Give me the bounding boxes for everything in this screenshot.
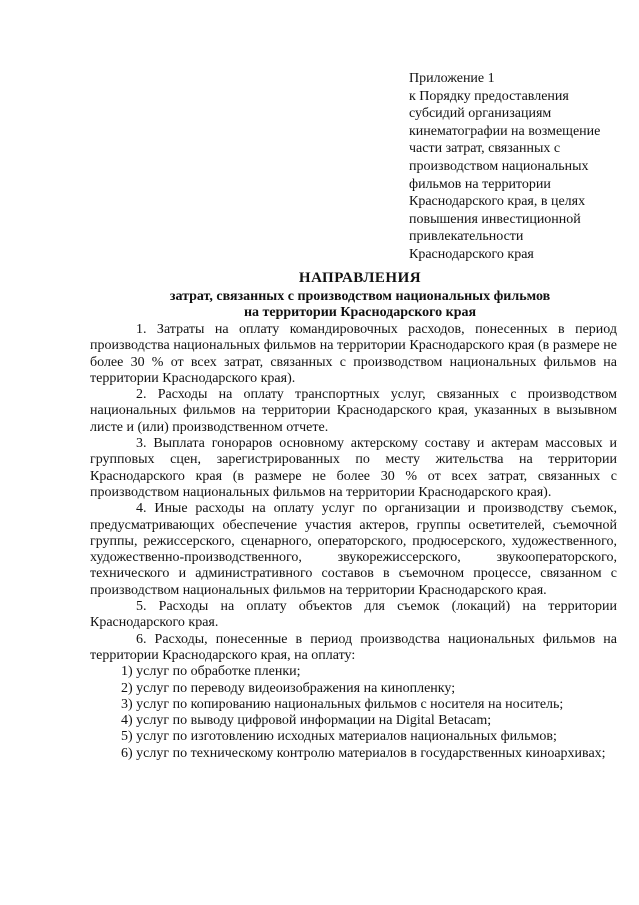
paragraph-4: 4. Иные расходы на оплату услуг по организации и производству съемок, предусматривающих обеспечение участия актеров, группы осветителей, съемочной группы, режиссерского, сценарного, операторского, продюсерского, художественного, художественно-производственного, звукорежиссерского, звукооператорского, технического и административного составов в съемочном процессе, связанном с производством национальных фильмов на территории Краснодарского края. — [90, 501, 617, 598]
appendix-line: привлекательности — [409, 229, 524, 245]
appendix-line: производством национальных — [409, 158, 589, 174]
list-item-6: 6) услуг по техническому контролю материалов в государственных киноархивах; — [121, 745, 606, 761]
list-item-5: 5) услуг по изготовлению исходных материалов национальных фильмов; — [121, 729, 557, 745]
appendix-line: к Порядку предоставления — [409, 88, 569, 104]
paragraph-3: 3. Выплата гонораров основному актерскому составу и актерам массовых и групповых сцен, зарегистрированных по месту жительства на территории Краснодарского края (в размере не более 30 % от всех затрат, связанных с производством национальных фильмов на территории Краснодарского края). — [90, 436, 617, 500]
list-item-1: 1) услуг по обработке пленки; — [121, 664, 301, 680]
appendix-line: субсидий организациям — [409, 106, 552, 122]
document-subtitle-line-2: на территории Краснодарского края — [243, 305, 477, 320]
appendix-line: фильмов на территории — [409, 176, 551, 192]
list-item-4: 4) услуг по выводу цифровой информации на Digital Betacam; — [121, 713, 492, 729]
document-body — [90, 322, 617, 762]
appendix-line: части затрат, связанных с — [409, 141, 561, 157]
appendix-line: кинематографии на возмещение — [409, 123, 601, 139]
appendix-line: Приложение 1 — [409, 71, 495, 86]
list-item-3: 3) услуг по копированию национальных фильмов с носителя на носитель; — [121, 696, 564, 712]
appendix-line: повышения инвестиционной — [409, 211, 581, 227]
document-subtitle-line-1: затрат, связанных с производством национальных фильмов — [169, 289, 551, 304]
appendix-block — [409, 70, 624, 264]
document-title: НАПРАВЛЕНИЯ — [298, 270, 422, 286]
appendix-line: Краснодарского края — [409, 246, 534, 262]
paragraph-5: 5. Расходы на оплату объектов для съемок (локаций) на территории Краснодарского края. — [90, 599, 617, 631]
paragraph-1: 1. Затраты на оплату командировочных расходов, понесенных в период производства национальных фильмов на территории Краснодарского края (в размере не более 30 % от всех затрат, связанных с производством национальных фильмов на территории Краснодарского края). — [90, 322, 617, 386]
paragraph-6: 6. Расходы, понесенные в период производства национальных фильмов на территории Краснодарского края, на оплату: — [90, 631, 617, 663]
list-item-2: 2) услуг по переводу видеоизображения на кинопленку; — [121, 680, 456, 696]
paragraph-2: 2. Расходы на оплату транспортных услуг, связанных с производством национальных фильмов на территории Краснодарского края, указанных в вызывном листе и (или) производственном отчете. — [90, 387, 617, 435]
appendix-line: Краснодарского края, в целях — [409, 194, 586, 210]
